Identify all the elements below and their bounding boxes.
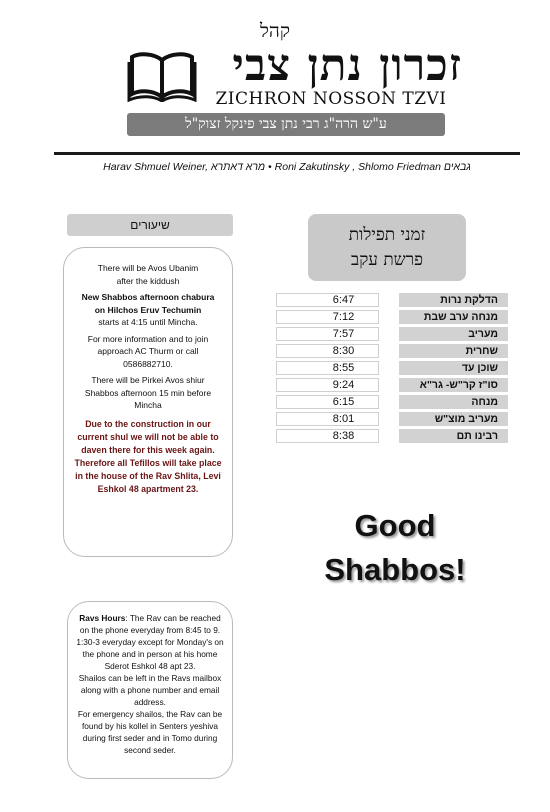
time-cell: 7:12 [276,310,379,324]
time-cell: 6:15 [276,395,379,409]
table-row [276,293,508,307]
table-row [276,378,508,392]
label-cell: סו"ז קר"ש- גר"א [399,378,508,392]
time-cell: 9:24 [276,378,379,392]
ravs-hours-title: Ravs Hours [79,613,126,623]
zmanim-table [276,290,508,446]
greeting-line: Shabbos! [324,552,466,587]
shiurim-heading: שיעורים [67,214,233,236]
label-cell: מעריב מוצ"ש [399,412,508,426]
ravs-hours-box [67,601,233,779]
ravs-hours-line: 1:30-3 everyday except for Monday's on the phone and in person at his home Sderot Eshkol 48 apt 23. [76,637,224,671]
header-divider [54,152,520,155]
label-cell: מנחה [399,395,508,409]
zmanim-heading [308,214,466,281]
table-row [276,412,508,426]
construction-notice: Due to the construction in our current shul we will not be able to daven there for this week again. Therefore all Tefillos will take place in the house of the Rav Shlita, Levi Eshkol 48 apartment 23. [74,418,222,494]
greeting-line: Good [354,508,436,543]
time-cell: 6:47 [276,293,379,307]
notice-text: after the kiddush [116,275,180,286]
time-cell: 7:57 [276,327,379,341]
label-cell: מעריב [399,327,508,341]
table-row [276,327,508,341]
time-cell: 8:01 [276,412,379,426]
kahal-label: קהל [260,20,290,42]
good-shabbos-greeting [300,504,490,592]
notice-text: Shabbos afternoon 15 min before [84,387,212,398]
table-row [276,344,508,358]
notice-text: For more information and to join [87,333,209,344]
label-cell: מנחה ערב שבת [399,310,508,324]
label-cell: שחרית [399,344,508,358]
label-cell: הדלקת נרות [399,293,508,307]
label-cell: רבינו תם [399,429,508,443]
notice-line [72,374,224,412]
shiurim-notice-box [63,247,233,557]
table-row [276,395,508,409]
ravs-hours-line: For emergency shailos, the Rav can be found by his kollel in Senters yeshiva during first seder and in Tomo during second seder. [77,709,223,755]
notice-text: There will be Avos Ubanim [97,263,199,273]
time-cell: 8:38 [276,429,379,443]
notice-text: approach AC Thurm or call [97,346,199,356]
notice-text: Mincha [134,400,162,410]
notice-text: There will be Pirkei Avos shiur [91,375,205,385]
label-cell: שוכן עד [399,361,508,375]
gabbaim-line: Harav Shmuel Weiner, מרא דאתרא • Roni Zakutinsky , Shlomo Friedman גבאים [103,161,471,173]
table-row [276,310,508,324]
ravs-hours-text: : The Rav can be reached on the phone everyday from 8:45 to 9. [79,613,221,635]
notice-text: 0586882710. [123,358,173,369]
rav-dedication-bar: ע"ש הרה"ג רבי נתן צבי פינקל זצוק"ל [127,113,445,136]
notice-line [72,316,224,329]
notice-text: New Shabbos afternoon chabura [81,292,215,302]
ravs-hours-line: Shailos can be left in the Ravs mailbox along with a phone number and email address. [78,673,222,707]
notice-text: starts at 4:15 until Mincha. [98,317,198,327]
parsha-title: פרשת עקב [351,250,423,270]
notice-line [72,291,224,316]
notice-text: on Hilchos Eruv Techumin [94,304,202,315]
congregation-title-english: ZICHRON NOSSON TZVI [215,89,447,109]
notice-line [72,333,224,371]
congregation-title-hebrew: זכרון נתן צבי [232,40,462,91]
time-cell: 8:55 [276,361,379,375]
table-row [276,361,508,375]
time-cell: 8:30 [276,344,379,358]
open-book-icon [127,50,197,102]
notice-line [72,262,224,287]
zmanim-title: זמני תפילות [348,225,426,245]
ravs-hours-line [74,612,226,636]
table-row [276,429,508,443]
